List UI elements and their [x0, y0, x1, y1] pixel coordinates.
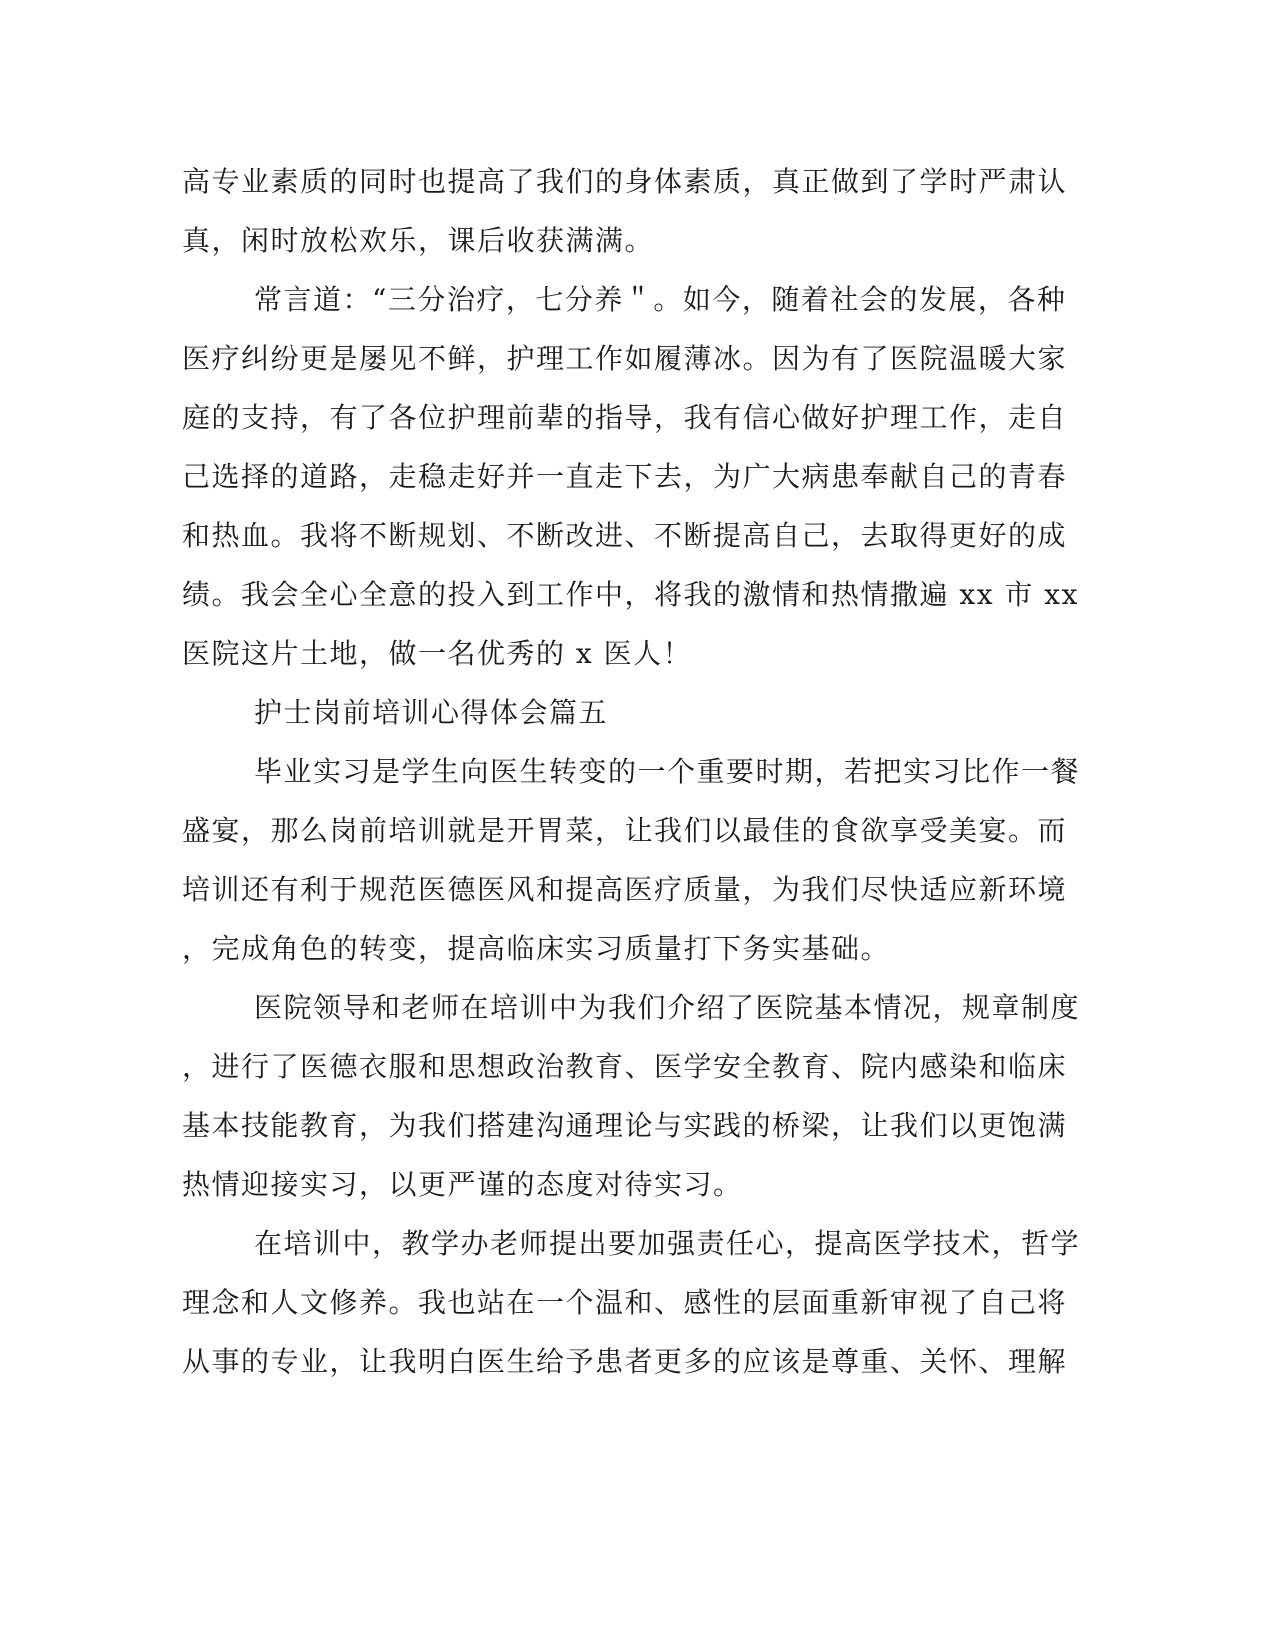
- text-line: ，进行了医德衣服和思想政治教育、医学安全教育、院内感染和临床: [182, 1050, 1068, 1083]
- text-line: 从事的专业，让我明白医生给予患者更多的应该是尊重、关怀、理解: [182, 1345, 1068, 1378]
- text-line: 真，闲时放松欢乐，课后收获满满。: [182, 224, 655, 257]
- text-line: 盛宴，那么岗前培训就是开胃菜，让我们以最佳的食欲享受美宴。而: [182, 814, 1068, 847]
- text-line: 庭的支持，有了各位护理前辈的指导，我有信心做好护理工作，走自: [182, 401, 1068, 434]
- paragraph-first-line: 毕业实习是学生向医生转变的一个重要时期，若把实习比作一餐: [254, 755, 1081, 788]
- text-line: 和热血。我将不断规划、不断改进、不断提高自己，去取得更好的成: [182, 519, 1068, 552]
- text-line: 基本技能教育，为我们搭建沟通理论与实践的桥梁，让我们以更饱满: [182, 1109, 1068, 1142]
- text-line: ，完成角色的转变，提高临床实习质量打下务实基础。: [182, 932, 891, 965]
- document-body: [182, 152, 1081, 1391]
- text-line: 己选择的道路，走稳走好并一直走下去，为广大病患奉献自己的青春: [182, 460, 1068, 493]
- section-heading: 护士岗前培训心得体会篇五: [254, 696, 609, 729]
- paragraph-first-line: 常言道：“三分治疗，七分养＂。如今，随着社会的发展，各种: [254, 283, 1067, 316]
- text-line: 绩。我会全心全意的投入到工作中，将我的激情和热情撒遍 xx 市 xx: [182, 578, 1079, 611]
- text-line: 热情迎接实习，以更严谨的态度对待实习。: [182, 1168, 743, 1201]
- paragraph-first-line: 医院领导和老师在培训中为我们介绍了医院基本情况，规章制度: [254, 991, 1081, 1024]
- text-line: 医院这片土地，做一名优秀的 x 医人！: [182, 637, 693, 670]
- text-line: 培训还有利于规范医德医风和提高医疗质量，为我们尽快适应新环境: [182, 873, 1068, 906]
- paragraph-first-line: 在培训中，教学办老师提出要加强责任心，提高医学技术，哲学: [254, 1227, 1081, 1260]
- text-line: 高专业素质的同时也提高了我们的身体素质，真正做到了学时严肃认: [182, 165, 1068, 198]
- text-line: 理念和人文修养。我也站在一个温和、感性的层面重新审视了自己将: [182, 1286, 1068, 1319]
- text-line: 医疗纠纷更是屡见不鲜，护理工作如履薄冰。因为有了医院温暖大家: [182, 342, 1068, 375]
